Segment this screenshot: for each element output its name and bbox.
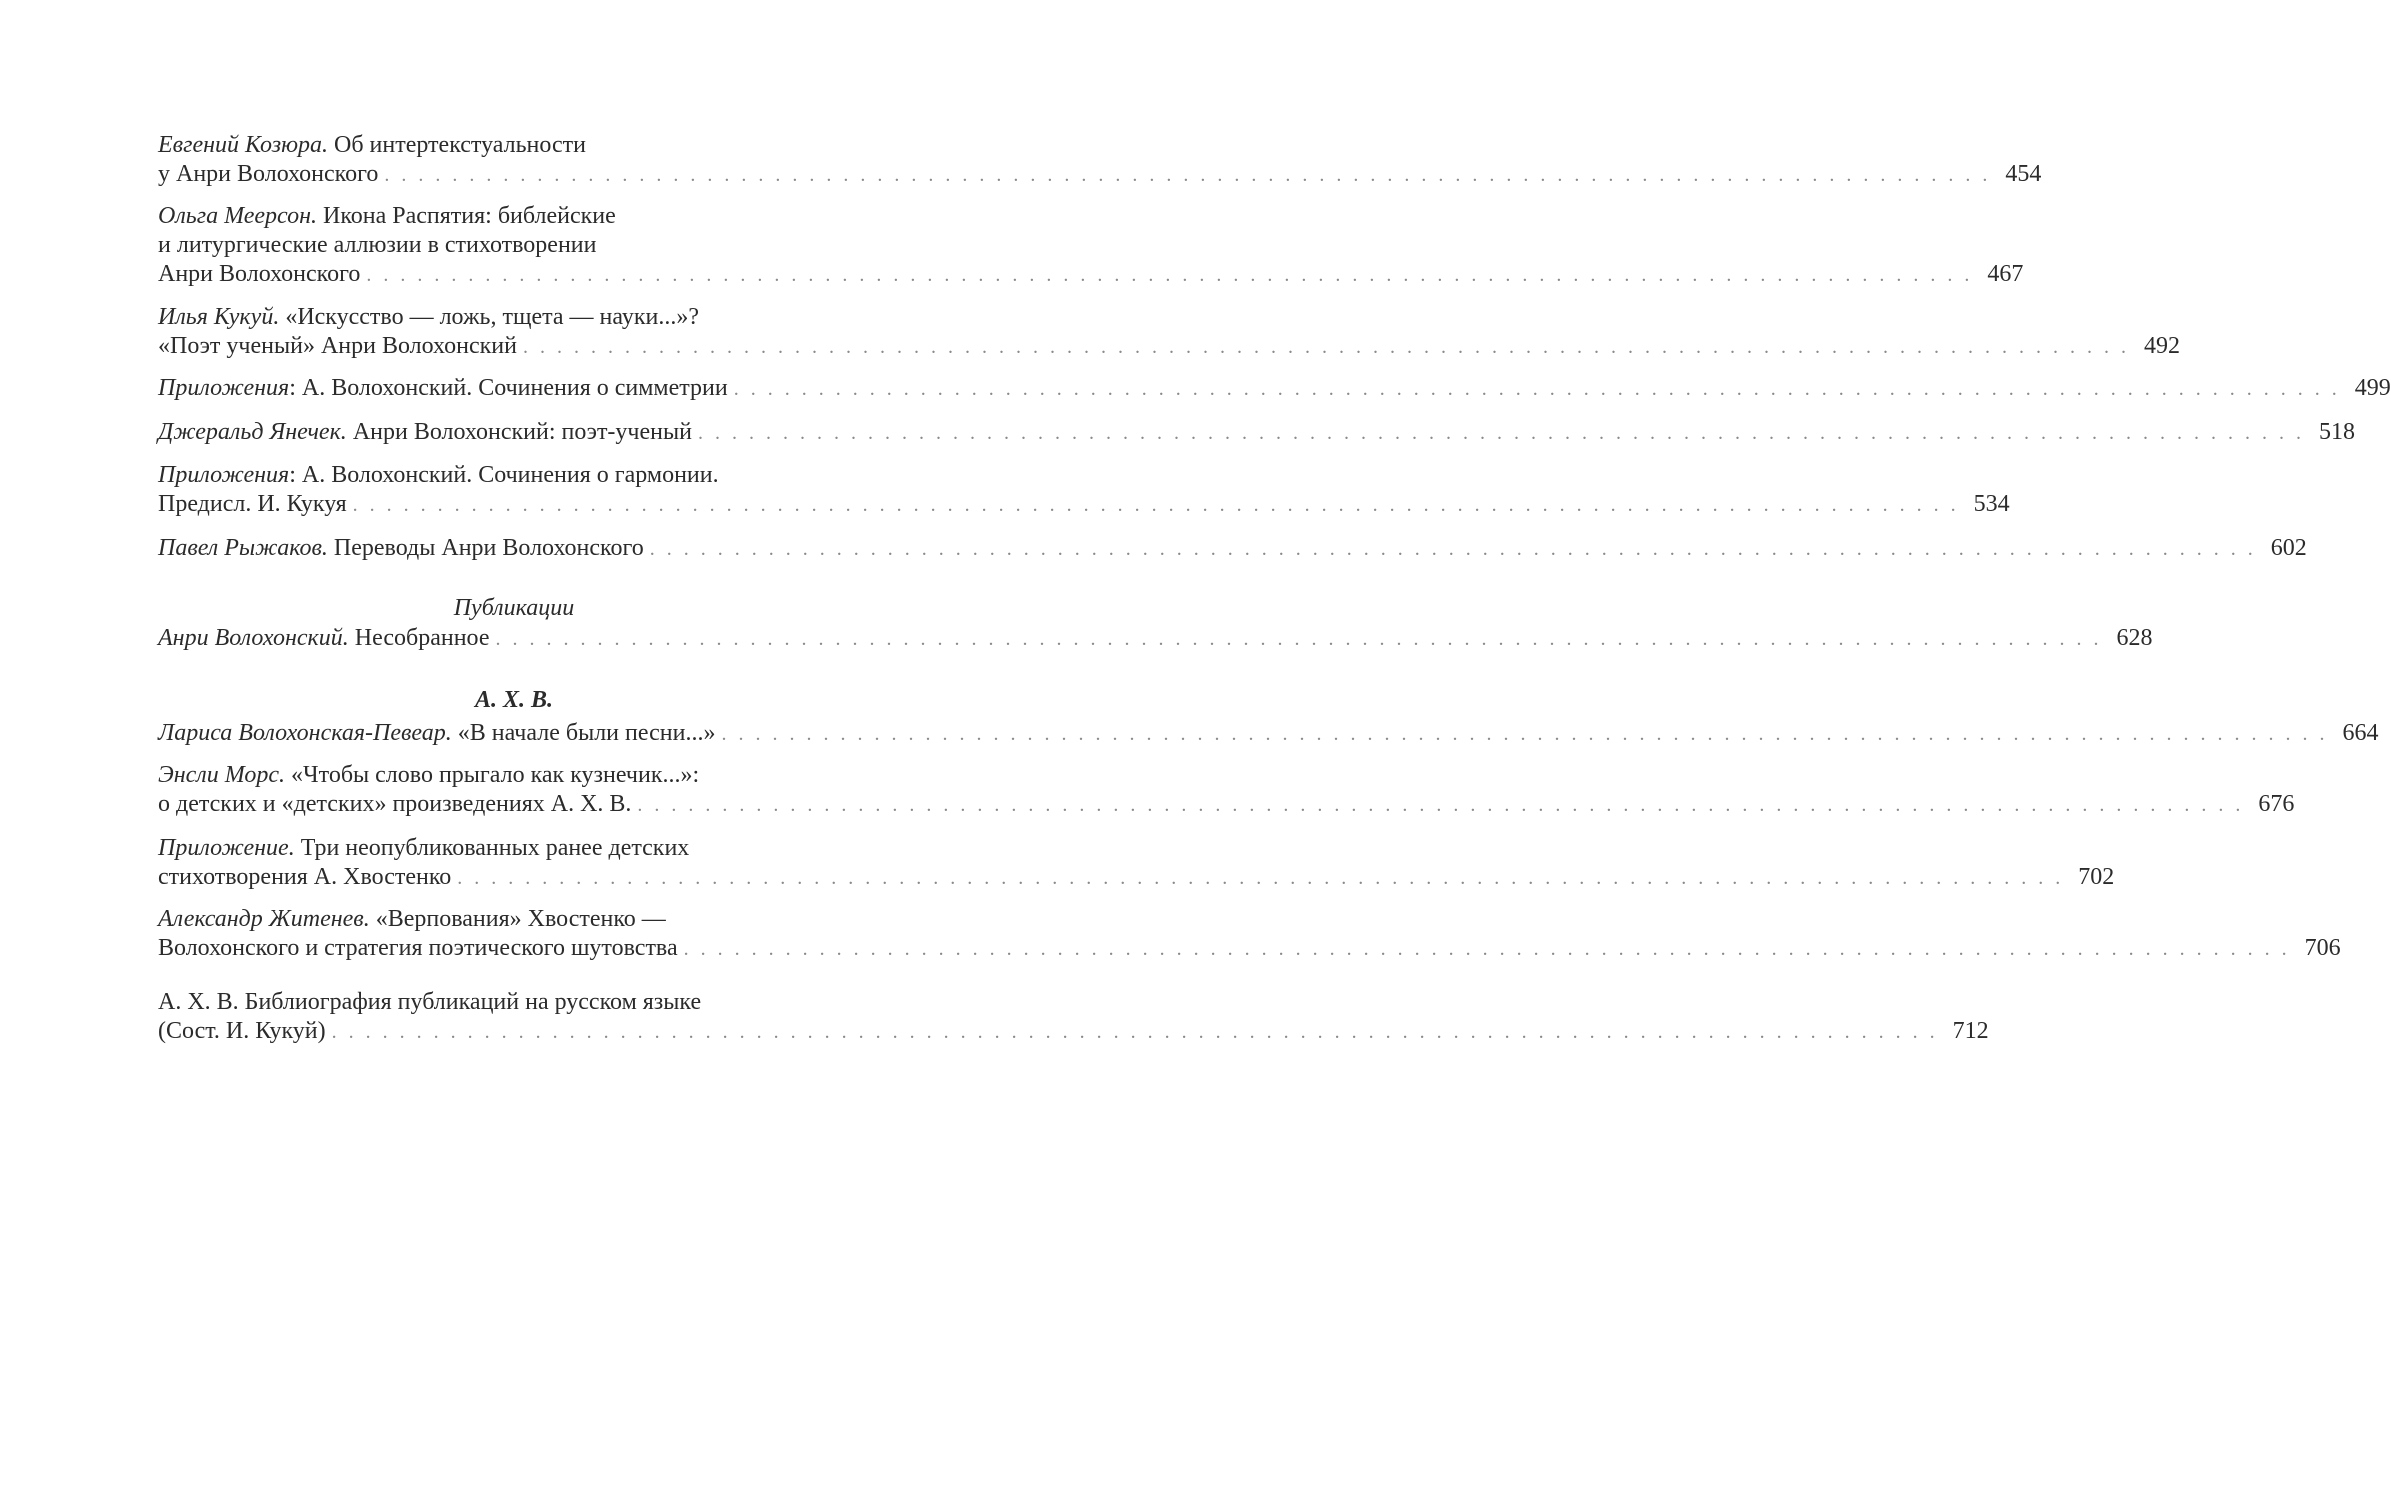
toc-entry-line bbox=[158, 461, 870, 490]
toc-author: Евгений Козюра. bbox=[158, 132, 328, 158]
toc-entry[interactable] bbox=[158, 461, 2010, 534]
toc-page-number: 492 bbox=[2143, 333, 2180, 359]
toc-title-group bbox=[158, 624, 489, 653]
toc-title: (Сост. И. Кукуй) bbox=[158, 1018, 326, 1044]
toc-entry[interactable] bbox=[158, 761, 2295, 834]
toc-entry-line bbox=[158, 1017, 1989, 1047]
toc-author: Приложение. bbox=[158, 835, 295, 861]
toc-entry-line bbox=[158, 374, 2391, 404]
section-heading-publications: Публикации bbox=[453, 595, 575, 621]
toc-title: Об интертекстуальности bbox=[328, 132, 586, 158]
toc-title-group bbox=[158, 719, 715, 748]
toc-entry-line bbox=[158, 934, 2341, 964]
toc-entry-line bbox=[158, 834, 870, 863]
dot-leader: ............................................................................................... bbox=[495, 628, 2111, 650]
toc-title: Три неопубликованных ранее детских bbox=[294, 835, 690, 861]
toc-title: Переводы Анри Волохонского bbox=[327, 535, 644, 561]
toc-entry[interactable] bbox=[158, 131, 2042, 202]
dot-leader: ............................................................................................... bbox=[649, 538, 2265, 560]
toc-page-number: 534 bbox=[1973, 491, 2010, 517]
toc-author: Павел Рыжаков. bbox=[158, 535, 328, 561]
toc-author: Энсли Морс. bbox=[158, 762, 286, 788]
toc-entry-line bbox=[158, 260, 2024, 290]
toc-title: Икона Распятия: библейские bbox=[317, 203, 616, 229]
toc-page-number: 676 bbox=[2258, 791, 2295, 817]
toc-entry-line bbox=[158, 534, 2307, 564]
toc-entry-line bbox=[158, 863, 2115, 893]
toc-entry-line bbox=[158, 160, 2042, 190]
dot-leader: ............................................................................................... bbox=[366, 264, 1982, 286]
toc-title: стихотворения А. Хвостенко bbox=[158, 864, 452, 890]
toc-entry-line bbox=[158, 761, 870, 790]
toc-entry-line bbox=[158, 988, 870, 1017]
toc-author: Приложения bbox=[158, 375, 290, 401]
toc-entry[interactable] bbox=[158, 303, 2180, 374]
toc-title-group bbox=[158, 534, 644, 563]
toc-entry[interactable] bbox=[158, 834, 2115, 905]
toc-page-number: 664 bbox=[2342, 720, 2379, 746]
toc-title: «В начале были песни...» bbox=[451, 720, 716, 746]
toc-title-group bbox=[158, 418, 692, 447]
toc-title: «Поэт ученый» Анри Волохонский bbox=[158, 333, 517, 359]
toc-entry-line bbox=[158, 231, 870, 260]
toc-title: «Верпования» Хвостенко — bbox=[369, 906, 666, 932]
toc-title: А. Х. В. Библиография публикаций на русском языке bbox=[158, 989, 702, 1015]
dot-leader: ............................................................................................... bbox=[637, 794, 2253, 816]
toc-title: Анри Волохонского bbox=[158, 261, 361, 287]
toc-title: : А. Волохонский. Сочинения о симметрии bbox=[289, 375, 728, 401]
dot-leader: ............................................................................................... bbox=[457, 867, 2073, 889]
toc-page-number: 706 bbox=[2304, 935, 2341, 961]
toc-page-number: 712 bbox=[1952, 1018, 1989, 1044]
toc-entry-line bbox=[158, 624, 2153, 654]
toc-page-number: 454 bbox=[2005, 161, 2042, 187]
toc-entry[interactable] bbox=[158, 719, 2379, 761]
part-heading-ahv: А. Х. В. bbox=[474, 687, 554, 713]
toc-entry-line bbox=[158, 719, 2379, 749]
toc-title-group bbox=[158, 374, 728, 403]
dot-leader: ............................................................................................... bbox=[352, 494, 1968, 516]
toc-title: «Чтобы слово прыгало как кузнечик...»: bbox=[285, 762, 700, 788]
toc-entry-line bbox=[158, 332, 2180, 362]
toc-entry-line bbox=[158, 905, 870, 934]
toc-author: Ольга Меерсон. bbox=[158, 203, 317, 229]
dot-leader: ............................................................................................... bbox=[721, 723, 2337, 745]
toc-author: Лариса Волохонская-Певеар. bbox=[158, 720, 452, 746]
toc-page-number: 518 bbox=[2318, 419, 2355, 445]
toc-title: и литургические аллюзии в стихотворении bbox=[158, 232, 597, 258]
toc-title: Волохонского и стратегия поэтического шутовства bbox=[158, 935, 678, 961]
toc-author: Приложения bbox=[158, 462, 290, 488]
toc-entry-line bbox=[158, 790, 2295, 820]
toc-entry[interactable] bbox=[158, 624, 2153, 686]
toc-title: Анри Волохонский: поэт-ученый bbox=[346, 419, 692, 445]
table-of-contents bbox=[158, 131, 2391, 1048]
toc-title: «Искусство — ложь, тщета — науки...»? bbox=[279, 304, 699, 330]
dot-leader: ............................................................................................... bbox=[331, 1021, 1947, 1043]
dot-leader: ............................................................................................... bbox=[683, 938, 2299, 960]
toc-author: Джеральд Янечек. bbox=[158, 419, 347, 445]
toc-entry-line bbox=[158, 202, 870, 231]
toc-entry[interactable] bbox=[158, 905, 2341, 988]
dot-leader: ............................................................................................... bbox=[384, 164, 2000, 186]
toc-entry-line bbox=[158, 303, 870, 332]
toc-entry-bibliography[interactable] bbox=[158, 988, 1989, 1048]
dot-leader: ............................................................................................... bbox=[522, 336, 2138, 358]
toc-entry[interactable] bbox=[158, 418, 2355, 461]
toc-entry[interactable] bbox=[158, 374, 2391, 418]
toc-page-number: 602 bbox=[2270, 535, 2307, 561]
toc-title: Предисл. И. Кукуя bbox=[158, 491, 347, 517]
toc-page-number: 628 bbox=[2116, 625, 2153, 651]
dot-leader: ............................................................................................... bbox=[733, 378, 2349, 400]
toc-entry-line bbox=[158, 490, 2010, 520]
toc-page-number: 702 bbox=[2078, 864, 2115, 890]
toc-title: у Анри Волохонского bbox=[158, 161, 379, 187]
toc-page-number: 467 bbox=[1987, 261, 2024, 287]
toc-title: : А. Волохонский. Сочинения о гармонии. bbox=[289, 462, 719, 488]
dot-leader: ............................................................................................... bbox=[697, 422, 2313, 444]
toc-author: Александр Житенев. bbox=[158, 906, 370, 932]
toc-entry-line bbox=[158, 418, 2355, 448]
toc-author: Илья Кукуй. bbox=[158, 304, 280, 330]
toc-author: Анри Волохонский. bbox=[158, 625, 349, 651]
toc-title: о детских и «детских» произведениях А. Х. В. bbox=[158, 791, 632, 817]
toc-entry[interactable] bbox=[158, 534, 2307, 594]
toc-page-number: 499 bbox=[2354, 375, 2391, 401]
toc-title: Несобранное bbox=[348, 625, 490, 651]
toc-entry[interactable] bbox=[158, 202, 2024, 303]
toc-entry-line bbox=[158, 131, 870, 160]
